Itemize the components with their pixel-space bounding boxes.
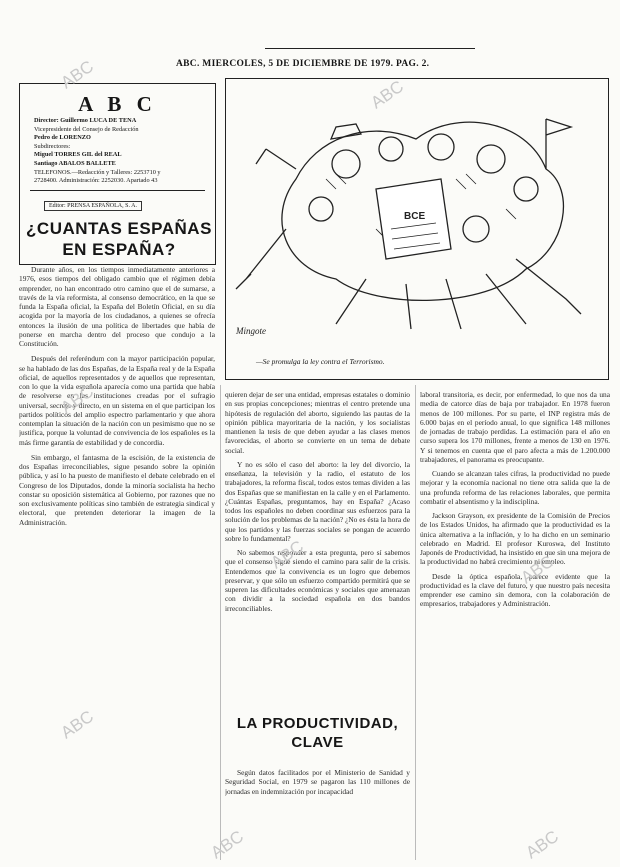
figure-arm (516, 259, 581, 314)
article1-body (19, 265, 215, 860)
cartoon-frame (225, 78, 609, 380)
article1-title-line1: ¿CUANTAS ESPAÑAS (26, 219, 212, 238)
watermark: ABC (367, 76, 407, 113)
figure-head (514, 177, 538, 201)
article2-paragraph: quieren dejar de ser una entidad, empresas estatales o dominio en sus propias concepciones; mientras el centro pretende una hipótesis de regulación del aborto, siguiendo las pautas de la opinión pública mayoritaria de la nación, y los socialistas mantienen la tesis de que deben ayudar a las clases menos favorecidas, el aborto se convierte en un tema de debate social. (225, 390, 410, 455)
article4-paragraph: Desde la óptica española, parece evidente que la productividad es la clave del futuro, y que nuestro país necesita emprender ese camino sin demora, con la colaboración de empresarios, trabajadores y Administración. (420, 571, 610, 609)
stick-icon (256, 149, 296, 169)
article2-paragraph: Y no es sólo el caso del aborto: la ley del divorcio, la enseñanza, la televisión y la radio, el estatuto de los trabajadores, la reforma fiscal, todos estos temas dividen a las dos Españas que se manifiestan en la calle y en el Parlamento. ¿Cuántas Españas, preguntamos, hay en España? ¿Acaso todos los españoles no deben coordinar sus esfuerzos para la solución de los problemas de la nación? ¿No es ésta la hora de que los partidos y las fuerzas sociales se pongan de acuerdo sobre lo fundamental? (225, 459, 410, 543)
masthead-subdirector-2: Santiago ABALOS BALLETE (34, 159, 116, 167)
cartoon-caption: —Se promulga la ley contra el Terrorismo. (256, 357, 385, 366)
page-header: ABC. MIERCOLES, 5 DE DICIEMBRE DE 1979. PAG. 2. (176, 59, 430, 69)
cartoon-illustration (226, 76, 606, 349)
column-rule (415, 385, 416, 860)
article4-paragraph: Jackson Grayson, ex presidente de la Comisión de Precios de los Estados Unidos, ha afirmado que la productividad es la única alternativa a la inflación, y lo ha dicho en un seminario celebrado en Madrid. El profesor Kuroswa, del Instituto Japonés de Productividad, ha insistido en que sin una mejora de la productividad no habrá crecimiento ni empleo. (420, 511, 610, 567)
watermark: ABC (57, 381, 97, 418)
masthead-vicepresidente-name: Pedro de LORENZO (34, 134, 91, 142)
article3-title-line1: LA PRODUCTIVIDAD, (236, 715, 399, 732)
article1-paragraph: Después del referéndum con la mayor participación popular, se ha hablado de las dos Españas, de la España real y de la España oficial, de aquellos representados y de aquellos que representan, con lo que la vida española aparecía como una partida que había de resolverse en las instituciones creadas por el sufragio universal, secreto y directo, en un sistema en el que participan los partidos políticos del amplio espectro parlamentario y que ahora contemplan la situación de la nación con un pesimismo que no se justifica, porque la voluntad de convivencia de los españoles es la más firme garantía de estabilidad y de concordia. (19, 354, 215, 447)
masthead-telephones: TELEFONOS.—Redacción y Talleres: 2253710 y (34, 168, 161, 176)
flag-icon (546, 119, 571, 169)
article3-body (225, 768, 410, 860)
watermark: ABC (207, 826, 247, 863)
figure-arm (236, 229, 286, 289)
header-rule (265, 48, 475, 49)
newspaper-label: BCE (404, 211, 426, 222)
article2-paragraph: No sabemos responder a esta pregunta, pero sí sabemos que el consenso sigue siendo el camino para salir de la crisis. Entendemos que la convivencia es un logro que debemos preservar, y que sólo un esfuerzo compartido permitirá que se superen las dificultades económicas y sociales que amenazan con dividir a la sociedad española en dos bandos irreconciliables. (225, 548, 410, 613)
watermark: ABC (522, 826, 562, 863)
article2-body (225, 390, 410, 690)
article4-paragraph: laboral transitoria, es decir, por enfermedad, lo que nos da una media de catorce días de baja por trabajador. En 1978 fueron menos de 100 millones. Por su parte, el INP registra más de 6.000 bajas en el período anual, lo que significa 148 millones de jornadas de trabajo perdidas. La estimación para el año en curso supera los 170 millones, frente a menos de 130 en 1976. Y si tenemos en cuenta que el paro afecta a más de 1.200.000 trabajadores, el panorama es preocupante. (420, 390, 610, 464)
figure-head (379, 137, 403, 161)
masthead-divider (30, 190, 205, 191)
figure-head (463, 216, 489, 242)
masthead-subdirectores-label: Subdirectores: (34, 142, 71, 150)
article4-body (420, 390, 610, 860)
figure-leg (446, 274, 526, 329)
article3-title (225, 714, 410, 752)
article3-title-line2: CLAVE (291, 734, 344, 751)
masthead-director: Director: Guillermo LUCA DE TENA (34, 117, 137, 124)
figure-head (309, 197, 333, 221)
article1-title-line2: EN ESPAÑA? (62, 240, 176, 259)
article3-paragraph: Según datos facilitados por el Ministerio de Sanidad y Seguridad Social, en 1979 se pagaron las 110 millones de jornadas en indemnización por incapacidad (225, 768, 410, 796)
watermark: ABC (517, 551, 557, 588)
article1-title (19, 218, 219, 260)
watermark: ABC (57, 56, 97, 93)
masthead-vicepresidente: Vicepresidente del Consejo de Redacción (34, 125, 139, 133)
figure-head (477, 145, 505, 173)
article1-paragraph: Durante años, en los tiempos inmediatamente anteriores a 1976, esos tiempos del obligado cambio que el régimen debía emprender, no han encontrado otro camino que el de sumarse, a través de la vía reformista, al consenso democrático, en la que se funda la España oficial, la España del Boletín Oficial, en su día acogida por la mayoría de los ciudadanos, a quienes se ofrecía entonces la ilusión de una política de libertades que había de ponerse en marcha dentro del proceso que condujo a la Constitución. (19, 265, 215, 348)
figure-hat (331, 124, 361, 139)
column-rule (220, 385, 221, 860)
figure-head (428, 134, 454, 160)
article4-paragraph: Cuando se alcanzan tales cifras, la productividad no puede mejorar y la economía nacional no tiene otra salida que la de una profunda reforma de las relaciones laborales, que permita combatir el absentismo y la indisciplina. (420, 469, 610, 506)
masthead-subdirector-1: Miguel TORRES GIL del REAL (34, 151, 122, 159)
article1-paragraph: Sin embargo, el fantasma de la escisión, de la existencia de dos Españas irreconciliables, sigue pesando sobre la opinión pública, y así lo ha puesto de manifiesto el debate celebrado en el Congreso de los Diputados, donde la minoría socialista ha hecho constar su oposición sistemática al Gobierno, por razones que no son exclusivamente políticas sino también de estrategia sindical y electoral, que pretenden deteriorar la imagen de la Administración. (19, 452, 215, 527)
abc-logo: A B C (78, 92, 157, 116)
watermark: ABC (57, 706, 97, 743)
cartoonist-signature: Mingote (236, 326, 266, 336)
masthead-editor: Editor: PRENSA ESPAÑOLA, S. A. (44, 201, 142, 211)
watermark: ABC (267, 536, 307, 573)
masthead-telephones-2: 2728400. Administración: 2252030. Apartado 43 (34, 177, 158, 185)
